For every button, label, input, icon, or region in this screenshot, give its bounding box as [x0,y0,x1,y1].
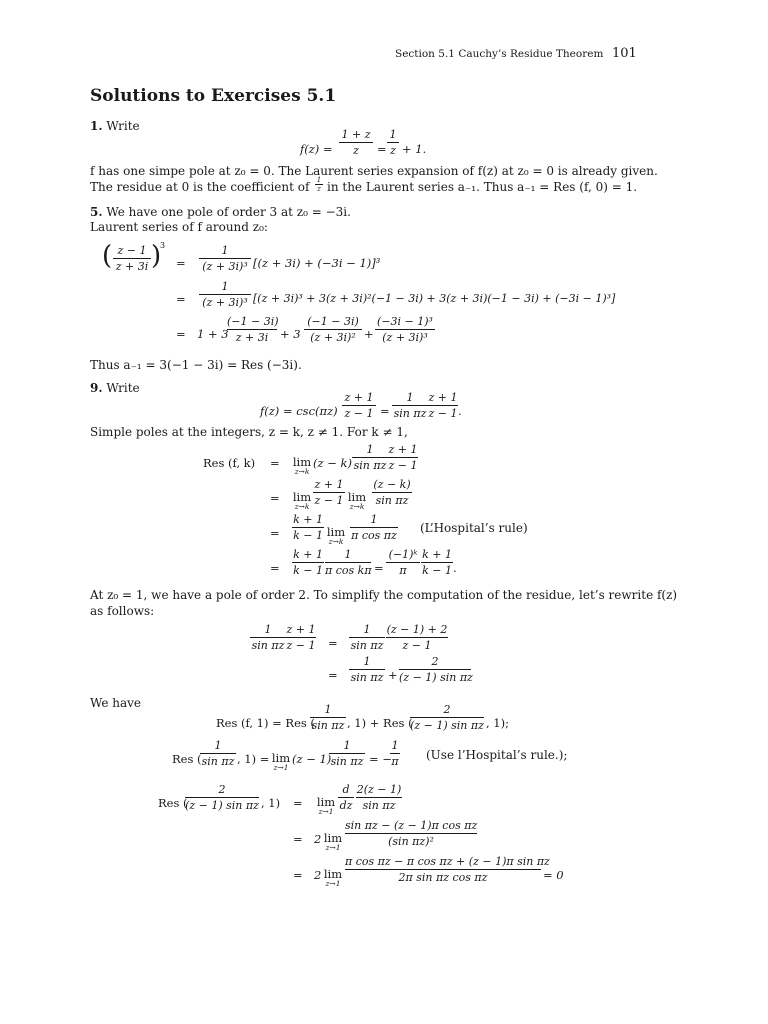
ex9-a2-lim-1: lim z→k [292,490,312,511]
ex9-c2-g: 1 sin πz [330,739,364,768]
ex9-d1-eq: = [293,796,303,810]
ex9-d2-pre: 2 [314,832,322,846]
ex5-r3-a: 1 + 3 [197,327,229,341]
ex9-a4-dot: . [453,561,457,575]
ex9-b1-eq: = [328,636,338,650]
ex9-f2: 1 sin πz [393,391,427,420]
ex9-b2-g: 2 (z − 1) sin πz [399,655,473,684]
ex9-d3-end: = 0 [543,868,564,882]
ex9-we-have: We have [90,696,142,710]
ex9-d3-pre: 2 [314,868,322,882]
ex9-d3-eq: = [293,868,303,882]
ex9-d-end: , 1) [261,796,281,810]
ex9-c2-eq: = − [369,752,392,766]
ex9-a2-f: z + 1 z − 1 [314,478,344,507]
ex5-r3-plus-1: + 3 [280,327,301,341]
ex5-r3-frac-3: (−3i − 1)³ (z + 3i)³ [375,315,435,344]
page-number: 101 [612,46,637,61]
ex9-b1-f: 1 sin πz [251,623,285,652]
ex9-d2-f: sin πz − (z − 1)π cos πz (sin πz)² [345,819,478,848]
ex5-r3-plus-2: + [364,327,374,341]
left-paren: ( [102,241,113,271]
ex1-fraction-1: 1 + z z [339,128,373,157]
ex5-lhs-exponent: 3 [160,241,166,250]
ex9-a1-lim: lim z→k [292,455,312,476]
ex9-f1: z + 1 z − 1 [342,391,376,420]
right-paren: ) [151,241,162,271]
ex9-a2-lim-2: lim z→k [347,490,367,511]
ex5-eq-2: = [176,292,186,306]
ex1-fraction-2: 1 z [387,128,399,157]
ex9-b1-g: z + 1 z − 1 [286,623,316,652]
ex9-c1-mid: , 1) + Res ( [347,716,413,730]
ex9-d3-lim: lim z→1 [323,867,343,888]
ex5-eq-3: = [176,327,186,341]
ex9-a2-g: (z − k) sin πz [373,478,411,507]
ex5-r1-rest: [(z + 3i) + (−3i − 1)]³ [253,256,381,270]
exercise-5-lead: 5. We have one pole of order 3 at z₀ = −3i. [90,205,351,219]
ex9-a3-eq: = [270,526,280,540]
ex9-d2-lim: lim z→1 [323,831,343,852]
ex1-paragraph-2b: in the Laurent series a₋₁. Thus a₋₁ = Res (f, 0) = 1. [327,180,638,194]
ex9-d3-f: π cos πz − π cos πz + (z − 1)π sin πz 2π sin πz cos πz [345,855,550,884]
ex9-f3: z + 1 z − 1 [428,391,458,420]
running-title: Section 5.1 Cauchy’s Residue Theorem [395,48,604,60]
ex9-c2-note: (Use l’Hospital’s rule.); [426,748,568,762]
section-title: Solutions to Exercises 5.1 [90,86,337,106]
ex1-paragraph-1: f has one simpe pole at z₀ = 0. The Laurent series expansion of f(z) at z₀ = 0 is already given. [90,164,658,178]
ex9-eq: = [380,404,390,418]
ex9-a4-eq-2: = [374,561,384,575]
ex9-d1-lim: lim z→1 [316,795,336,816]
ex9-d2-eq: = [293,832,303,846]
exercise-1-lead: 1. Write [90,119,140,133]
ex9-c2-mid: , 1) = [237,752,270,766]
ex5-r1-fraction: 1 (z + 3i)³ [199,244,251,273]
ex9-d-lhs: Res ( [158,796,188,810]
ex1-lhs: f(z) = [300,142,333,156]
ex1-inline-fraction: 1 z [316,176,322,193]
ex9-d1-f: 2(z − 1) sin πz [356,783,402,812]
ex5-eq-1: = [176,256,186,270]
ex9-d1-derivative: d dz [339,783,353,812]
ex9-b2-eq: = [328,668,338,682]
ex9-b1-i: (z − 1) + 2 z − 1 [386,623,448,652]
ex9-c1-f: 1 sin πz [311,703,345,732]
ex9-at1-line-b: as follows: [90,604,155,618]
ex9-a4-eq: = [270,561,280,575]
ex9-b2-f: 1 sin πz [350,655,384,684]
ex5-thus: Thus a₋₁ = 3(−1 − 3i) = Res (−3i). [90,358,302,372]
ex9-c2-f: 1 sin πz [201,739,235,768]
ex1-tail: + 1. [402,142,427,156]
ex9-simple-poles: Simple poles at the integers, z = k, z ≠ 1. For k ≠ 1, [90,425,408,439]
ex1-equals: = [377,142,387,156]
ex9-a1-pre: (z − k) [313,456,352,470]
ex9-a4-f: k + 1 k − 1 [293,548,323,577]
ex9-c2-lim: lim z→1 [271,751,291,772]
ex5-line-2: Laurent series of f around z₀: [90,220,268,234]
ex9-a1-eq: = [270,456,280,470]
ex5-lhs-fraction: z − 1 z + 3i [113,244,151,273]
ex9-dot: . [458,404,462,418]
ex9-res-lhs: Res (f, k) [203,456,256,470]
ex9-c1-lhs: Res (f, 1) = Res ( [216,716,315,730]
ex9-b1-h: 1 sin πz [350,623,384,652]
ex9-a4-h: (−1)ᵏ π [386,548,420,577]
ex5-r3-frac-1: (−1 − 3i) z + 3i [227,315,279,344]
ex1-paragraph-2a: The residue at 0 is the coefficient of [90,180,310,194]
ex9-a3-lim: lim z→k [326,525,346,546]
exercise-9-lead: 9. Write [90,381,140,395]
ex9-b2-plus: + [388,668,398,682]
ex5-r3-frac-2: (−1 − 3i) (z + 3i)² [304,315,362,344]
ex9-lhs: f(z) = csc(πz) [260,404,338,418]
ex9-c2-pre: (z − 1) [292,752,332,766]
ex9-a4-i: k + 1 k − 1 [422,548,452,577]
ex9-c2-h: 1 π [391,739,399,768]
ex9-at1-line-a: At z₀ = 1, we have a pole of order 2. To simplify the computation of the residue, let’s rewrite f(z) [90,588,678,602]
ex9-a3-g: 1 π cos πz [351,513,397,542]
ex9-c2-lhs: Res ( [172,752,202,766]
ex9-a1-f: 1 sin πz [353,443,387,472]
ex9-a3-note: (L’Hospital’s rule) [420,521,528,535]
ex9-a1-g: z + 1 z − 1 [388,443,418,472]
ex9-a2-eq: = [270,491,280,505]
ex5-r2-fraction: 1 (z + 3i)³ [199,280,251,309]
ex9-a4-g: 1 π cos kπ [325,548,372,577]
ex9-d-f: 2 (z − 1) sin πz [185,783,259,812]
ex9-c1-end: , 1); [486,716,509,730]
ex9-a3-f: k + 1 k − 1 [293,513,323,542]
ex5-r2-rest: [(z + 3i)³ + 3(z + 3i)²(−1 − 3i) + 3(z + 3i)(−1 − 3i) + (−3i − 1)³] [253,292,616,305]
ex9-c1-g: 2 (z − 1) sin πz [410,703,484,732]
